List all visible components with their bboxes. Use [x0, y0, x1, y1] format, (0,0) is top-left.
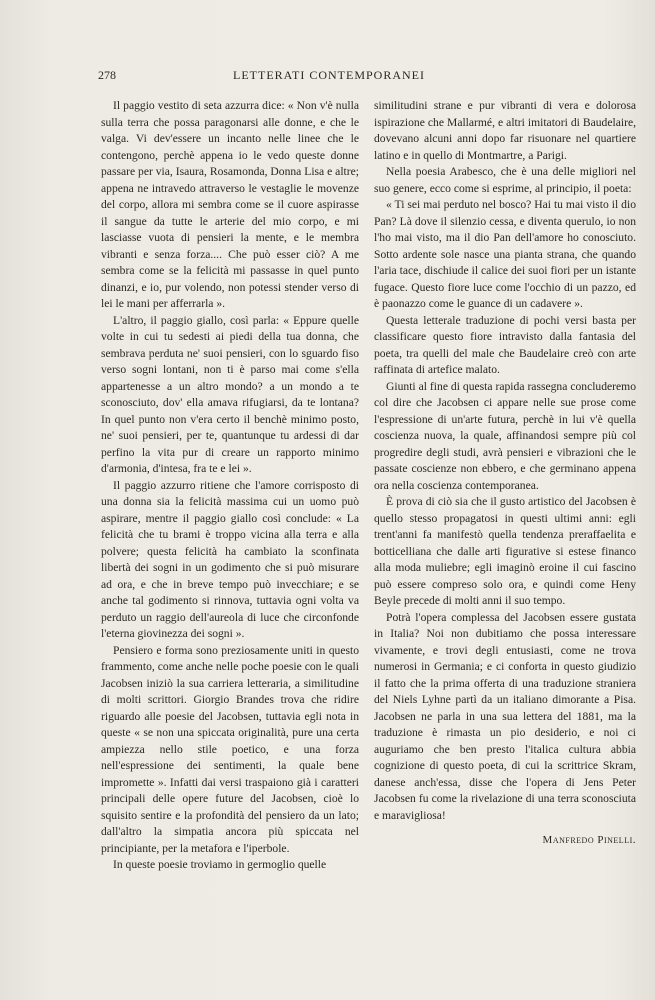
paragraph: Giunti al fine di questa rapida rassegna concluderemo col dire che Jacobsen ci appare nelle sue prose come l'espressione di un'arte futura, perchè in lui v'è quella coscienza nuova, la quale, affinandosi sempre più col progredire degli studi, avrà pensieri e vibrazioni che le passate coscienze non ebbero, e che germinano appena ora nella coscienza contemporanea.	[374, 379, 636, 492]
paragraph: È prova di ciò sia che il gusto artistico del Jacobsen è quello stesso propagatosi in questi ultimi anni: egli trent'anni fa manifestò quella tendenza preraffaelita e botticelliana che dalle arti figurative si estese financo alla moda muliebre; egli imaginò eroine il cui fascino può essere compreso solo ora, e quindi come Heny Beyle precede di molti anni il suo tempo.	[374, 495, 636, 607]
paragraph: Il paggio vestito di seta azzurra dice: « Non v'è nulla sulla terra che possa paragonarsi alle donne, e che le valga. Vi dev'essere un incanto nelle linee che le contengono, perchè appena io le vedo queste donne passare per via, Isaura, Rosamonda, Donna Lisa e altre; appena ne intravedo attraverso le vestaglie le movenze del corpo, allora mi sembra come se il cuore aspirasse il sangue da tutte le arterie del mio corpo, e mi lasciasse vuota di pensieri la mente, e le membra vibranti e senza forza.... Che può esser ciò? A me sembra come se la felicità mi passasse in quel punto dinanzi, e io, pur volendo, non potessi stender verso di lei le mani per afferrarla ».	[101, 99, 359, 310]
paragraph: In queste poesie troviamo in germoglio quelle	[113, 858, 327, 871]
paragraph: Il paggio azzurro ritiene che l'amore corrisposto di una donna sia la felicità massima cui un uomo può aspirare, mentre il paggio giallo così conclude: « La felicità che tu brami è troppo vicina alla terra e alla polvere; questa felicità ha cambiato la sconfinata libertà dei sogni in un godimento che si può misurare ad ora, e che in breve tempo può invecchiare; e se anche tal godimento si rinnova, tuttavia ogni volta va perduto un raggio dell'aureola di luce che circonfonde l'eterna giovinezza dei sogni ».	[101, 478, 359, 640]
page-header	[98, 68, 560, 84]
paragraph: Nella poesia Arabesco, che è una delle migliori nel suo genere, ecco come si esprime, al principio, il poeta:	[374, 165, 636, 195]
paragraph-continuation: similitudini strane e pur vibranti di vera e dolorosa ispirazione che Mallarmé, e altri imitatori di Baudelaire, dovevano alcuni anni dopo far risuonare nel quartiere latino e in quello di Montmartre, a Parigi.	[374, 99, 636, 162]
paragraph: Questa letterale traduzione di pochi versi basta per classificare questo fiore intravisto dalla fantasia del poeta, tra quelli del male che Baudelaire creò con arte raffinata di artefice malato.	[374, 313, 636, 376]
left-column	[101, 98, 359, 874]
author-signature: Manfredo Pinelli.	[542, 834, 636, 846]
right-column	[374, 98, 636, 849]
running-title: LETTERATI CONTEMPORANEI	[233, 68, 425, 82]
page-number: 278	[98, 68, 116, 82]
paragraph: Pensiero e forma sono preziosamente uniti in questo frammento, come anche nelle poche poesie con le quali Jacobsen iniziò la sua carriera letteraria, a similitudine di molti scrittori. Giorgio Brandes trova che ridire riguardo alle poesie del Jacobsen, tuttavia egli nota in queste « se non una spiccata originalità, pure una certa ampiezza nello stile poetico, e una forza nell'espressione dei sentimenti, la quale bene impromette ». Infatti dai versi traspaiono già i caratteri principali delle opere future del Jacobsen, cioè lo squisito sentire e la profondità del pensiero da un lato; dall'altro la simpatia ancora più spiccata nel principiante, per la metafora e l'iperbole.	[101, 643, 359, 855]
paragraph: L'altro, il paggio giallo, così parla: « Eppure quelle volte in cui tu sedesti ai piedi della tua donna, che sembrava perduta ne' suoi pensieri, con lo sguardo fiso verso sogni lontani, non ti è parso mai come s'ella appartenesse a un altro mondo? a un mondo a te sconosciuto, dov' ella amava rifugiarsi, da te lontana? In quel punto non v'era certo il benchè minimo posto, ne' suoi pensieri, per te, quantunque tu ardessi di dar perfino la vita pur di creare un rapporto minimo d'armonia, d'intesa, fra te e lei ».	[101, 313, 359, 475]
paragraph: « Ti sei mai perduto nel bosco? Hai tu mai visto il dio Pan? Là dove il silenzio cessa, e diventa querulo, io non l'ho mai visto, ma il dio Pan dell'amore ho conosciuto. Sotto ardente sole nasce una pianta strana, che quando l'aria tace, dischiude il calice dei suoi fiori per un istante fugace. Questo fiore luce come l'occhio di un pazzo, ed è paonazzo come le guance di un cadavere ».	[374, 198, 636, 310]
paragraph: Potrà l'opera complessa del Jacobsen essere gustata in Italia? Noi non dubitiamo che possa interessare vivamente, e trovi degli entusiasti, come ne trova numerosi in Germania; e ci conforta in questo giudizio il fatto che la prima offerta di una traduzione straniera del Niels Lyhne partì da un italiano dimorante a Pisa. Jacobsen ne parla in una sua lettera del 1881, ma la traduzione è rimasta un pio desiderio, e noi ci auguriamo che ben presto l'italica cultura abbia cognizione di questo poeta, di cui la scrittrice Skram, danese anch'essa, disse che l'opera di Jens Peter Jacobsen fu come la rivelazione di una terra sconosciuta e maravigliosa!	[374, 610, 636, 822]
